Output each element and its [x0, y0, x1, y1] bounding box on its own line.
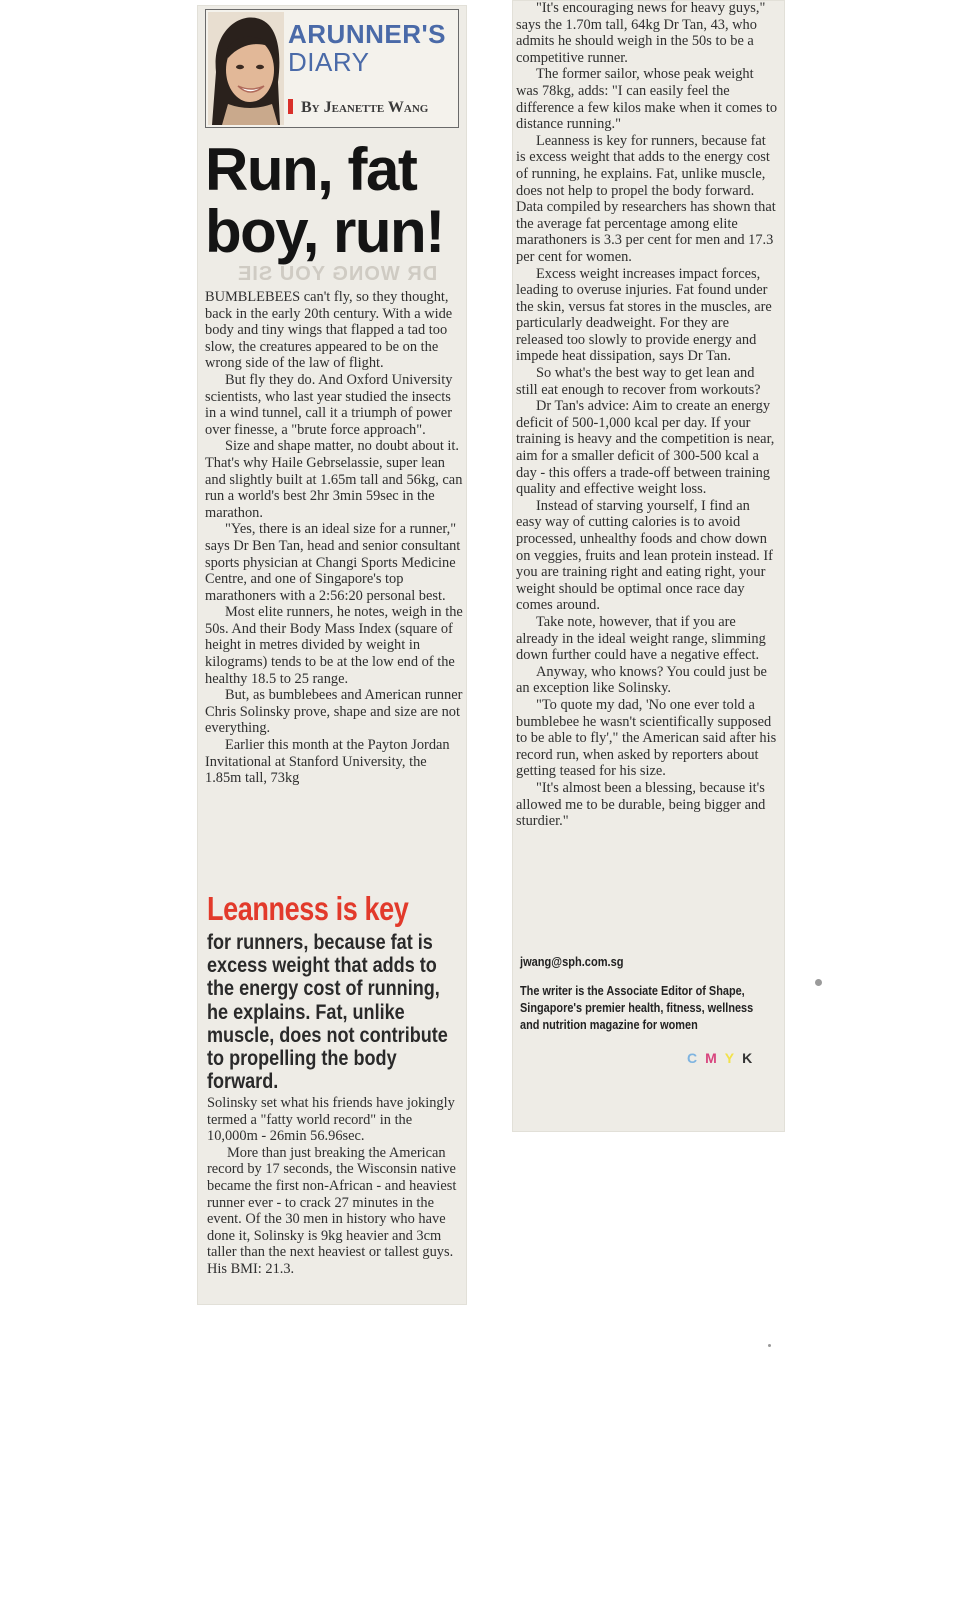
paragraph: Size and shape matter, no doubt about it. That's why Haile Gebrselassie, super lean and slightly built at 1.65m tall and 56kg, can run a world's best 2hr 3min 59sec in the marathon.	[205, 438, 463, 521]
pull-quote	[207, 889, 463, 1093]
column-name	[288, 20, 458, 76]
author-photo-icon	[208, 12, 284, 125]
cmyk-registration	[687, 1050, 760, 1066]
paragraph: Earlier this month at the Payton Jordan Invitational at Stanford University, the 1.85m tall, 73kg	[205, 737, 450, 787]
article-body-top	[205, 289, 463, 787]
headline-line2: boy, run!	[205, 198, 444, 265]
paper-speck	[768, 1344, 771, 1347]
article-body-bottom	[207, 1095, 465, 1278]
paragraph: Solinsky set what his friends have jokingly termed a "fatty world record" in the 10,000m - 26min 56.96sec.	[207, 1095, 455, 1145]
paragraph: BUMBLEBEES can't fly, so they thought, back in the early 20th century. With a wide body and tiny wings that flapped a tad too slow, the creatures appeared to be on the wrong side of the law of flight.	[205, 289, 453, 372]
column-header	[205, 9, 459, 128]
paragraph: "Yes, there is an ideal size for a runner," says Dr Ben Tan, head and senior consultant sports physician at Changi Sports Medicine Centre, and one of Singapore's top marathoners with a 2:56:20 personal best.	[205, 521, 461, 604]
paragraph: Instead of starving yourself, I find an easy way of cutting calories is to avoid processed, unhealthy foods and chow down on veggies, fruits and lean protein instead. If you are training right and eating right, your weight should be optimal once race day comes around.	[516, 497, 773, 614]
pull-quote-text: for runners, because fat is excess weight that adds to the energy cost of running, he explains. Fat, unlike muscle, does not contribute to propelling the body forward.	[207, 931, 448, 1094]
headline	[205, 136, 467, 265]
paragraph: More than just breaking the American record by 17 seconds, the Wisconsin native became the first non-African - and heaviest runner ever - to crack 27 minutes in the event. Of the 30 men in history who have done it, Solinsky is 9kg heavier and 3cm taller than the next heaviest or tallest guys. His BMI: 21.3.	[207, 1144, 457, 1277]
author-bio: The writer is the Associate Editor of Shape, Singapore's premier health, fitness, wellness and nutrition magazine for women	[520, 983, 754, 1032]
column-name-line1: ARUNNER'S	[288, 19, 447, 49]
cmyk-m: M	[705, 1050, 725, 1066]
paragraph: "It's almost been a blessing, because it's allowed me to be durable, being bigger and sturdier."	[516, 779, 766, 830]
byline-bar-icon	[288, 99, 293, 114]
show-through-text: DR WONG YOU SIE	[237, 263, 438, 285]
headline-line1: Run, fat	[205, 136, 417, 203]
author-email: jwang@sph.com.sg	[520, 954, 624, 969]
column-name-line2: DIARY	[288, 47, 370, 77]
article-body-continued	[516, 0, 778, 830]
paper-speck	[815, 979, 822, 986]
paragraph: Most elite runners, he notes, weigh in the 50s. And their Body Mass Index (square of height in metres divided by weight in kilograms) tends to be at the low end of the healthy 18.5 to 25 range.	[205, 604, 463, 687]
paragraph: Excess weight increases impact forces, leading to overuse injuries. Fat found under the skin, versus fat stores in the muscles, are particularly deadweight. For they are released too slowly to provide energy and impede heat dissipation, says Dr Tan.	[516, 265, 772, 365]
paragraph: "It's encouraging news for heavy guys," says the 1.70m tall, 64kg Dr Tan, 43, who admits he should weigh in the 50s to be a competitive runner.	[516, 0, 766, 66]
paragraph: "To quote my dad, 'No one ever told a bumblebee he wasn't scientifically supposed to be able to fly'," the American said after his record run, when asked by reporters about getting teased for his size.	[516, 696, 777, 780]
paragraph: Dr Tan's advice: Aim to create an energy deficit of 500-1,000 kcal per day. If your training is heavy and the competition is near, aim for a smaller deficit of 300-500 kcal a day - this offers a trade-off between training quality and effective weight loss.	[516, 398, 775, 498]
paragraph: Take note, however, that if you are already in the ideal weight range, slimming down further could have a negative effect.	[516, 613, 766, 664]
paragraph: But fly they do. And Oxford University scientists, who last year studied the insects in a wind tunnel, call it a triumph of power over finesse, a "brute force approach".	[205, 371, 453, 438]
paragraph: The former sailor, whose peak weight was 78kg, adds: "I can easily feel the difference a few kilos make when it comes to distance running."	[516, 66, 778, 133]
cmyk-k: K	[742, 1050, 761, 1066]
paragraph: So what's the best way to get lean and still eat enough to recover from workouts?	[516, 365, 761, 398]
paragraph: Leanness is key for runners, because fat is excess weight that adds to the energy cost of running, he explains. Fat, unlike muscle, does not help to propel the body forward. Data compiled by researchers has shown that the average fat percentage among elite marathoners is 3.3 per cent for men and 17.3 per cent for women.	[516, 132, 776, 265]
cmyk-y: Y	[724, 1050, 743, 1066]
right-clipping	[512, 0, 785, 1132]
author-portrait	[208, 12, 284, 125]
pull-quote-lead: Leanness is key	[207, 890, 409, 927]
byline	[288, 99, 428, 117]
cmyk-c: C	[687, 1050, 706, 1066]
paragraph: Anyway, who knows? You could just be an exception like Solinsky.	[516, 663, 767, 697]
left-clipping	[197, 5, 467, 1305]
byline-text: By Jeanette Wang	[301, 99, 429, 116]
paragraph: But, as bumblebees and American runner Chris Solinsky prove, shape and size are not everything.	[205, 687, 463, 737]
